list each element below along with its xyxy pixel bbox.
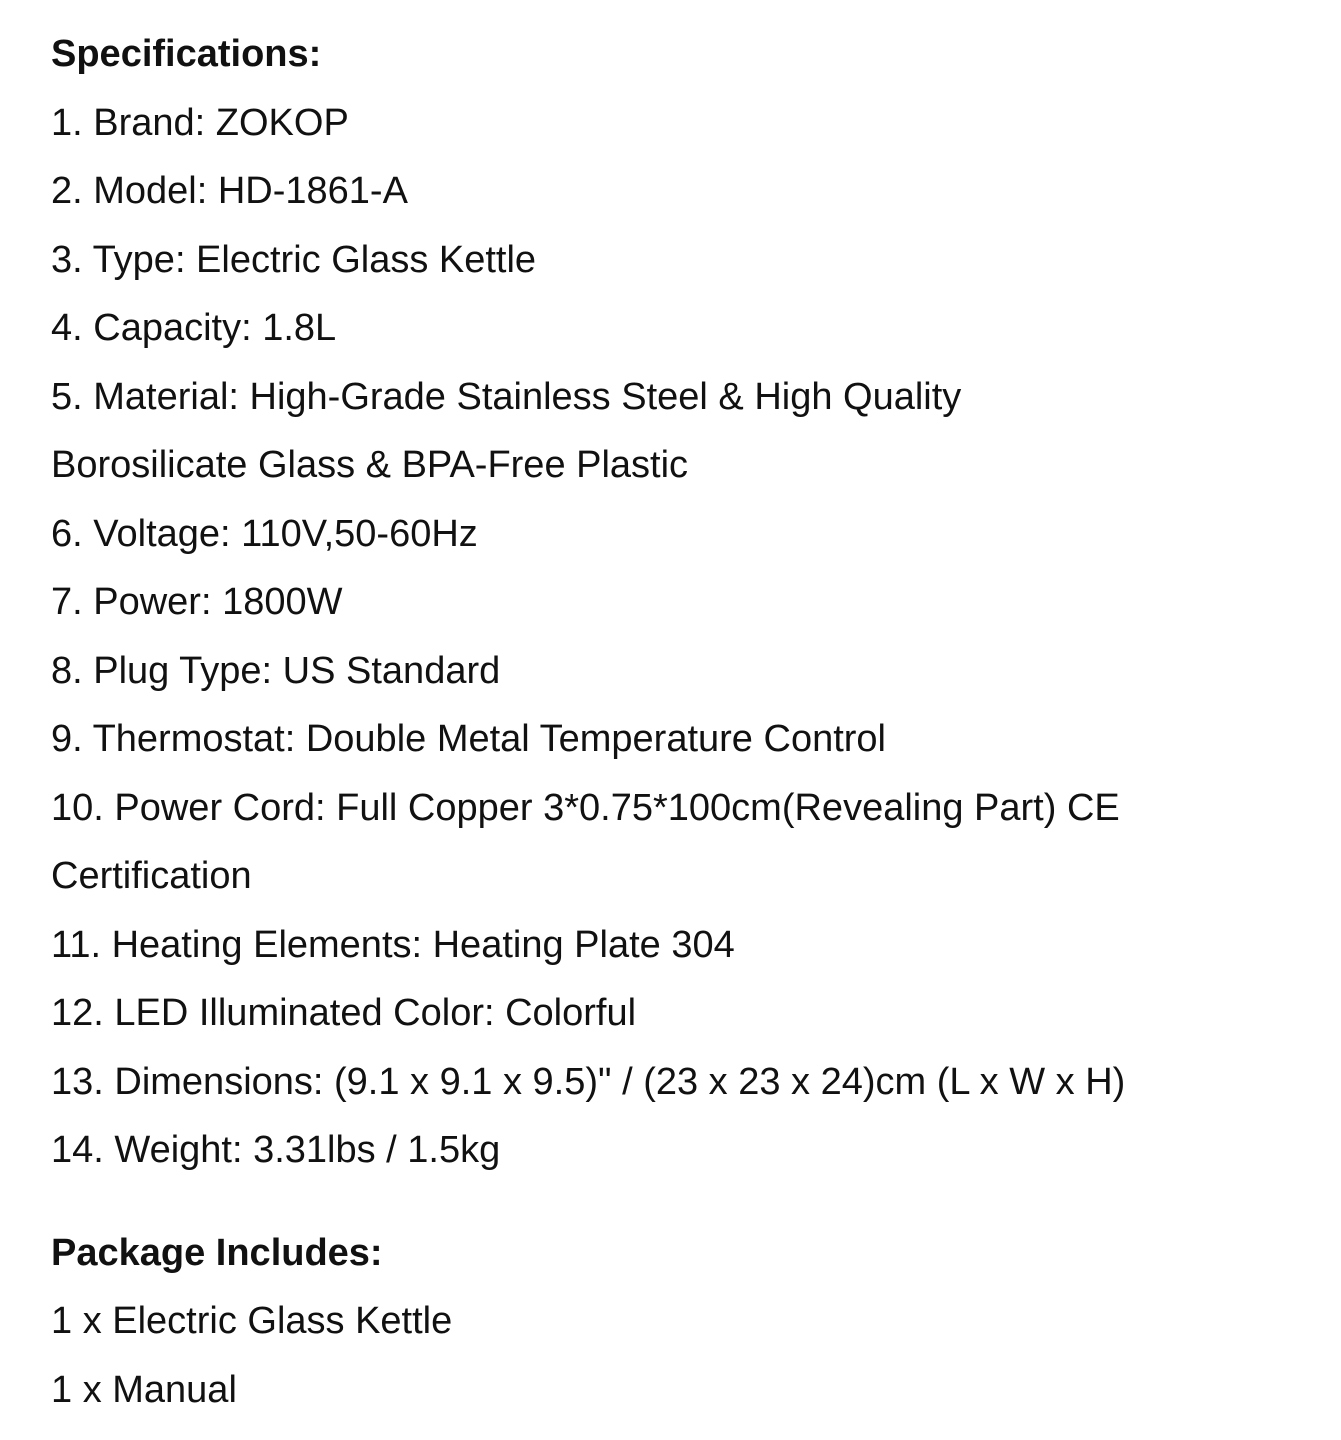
spec-item-thermostat: 9. Thermostat: Double Metal Temperature Control	[51, 718, 886, 760]
spec-item-power-cord: 10. Power Cord: Full Copper 3*0.75*100cm(Revealing Part) CE Certification	[51, 786, 1120, 897]
spec-item-led-color: 12. LED Illuminated Color: Colorful	[51, 992, 637, 1034]
spec-item-voltage: 6. Voltage: 110V,50-60Hz	[51, 512, 478, 555]
package-section	[51, 1219, 1311, 1425]
spec-item-material: 5. Material: High-Grade Stainless Steel & High Quality Borosilicate Glass & BPA-Free Plastic	[51, 375, 962, 486]
package-list	[51, 1287, 1311, 1424]
spec-item-power: 7. Power: 1800W	[51, 581, 343, 623]
spec-item-capacity: 4. Capacity: 1.8L	[51, 307, 337, 349]
specifications-list	[51, 89, 1311, 1185]
specifications-section	[51, 20, 1311, 1185]
spec-item-brand: 1. Brand: ZOKOP	[51, 101, 349, 144]
package-item-kettle: 1 x Electric Glass Kettle	[51, 1300, 453, 1342]
product-description	[51, 20, 1311, 1424]
spec-item-type: 3. Type: Electric Glass Kettle	[51, 238, 537, 281]
spec-item-weight: 14. Weight: 3.31lbs / 1.5kg	[51, 1129, 501, 1171]
package-item-manual: 1 x Manual	[51, 1368, 237, 1411]
spec-item-model: 2. Model: HD-1861-A	[51, 170, 408, 212]
spec-item-heating-elements: 11. Heating Elements: Heating Plate 304	[51, 923, 735, 966]
spec-item-plug-type: 8. Plug Type: US Standard	[51, 649, 501, 692]
section-spacer	[51, 1185, 1311, 1219]
specifications-heading: Specifications:	[51, 33, 322, 75]
package-heading: Package Includes:	[51, 1231, 383, 1274]
spec-item-dimensions: 13. Dimensions: (9.1 x 9.1 x 9.5)" / (23 x 23 x 24)cm (L x W x H)	[51, 1060, 1126, 1103]
